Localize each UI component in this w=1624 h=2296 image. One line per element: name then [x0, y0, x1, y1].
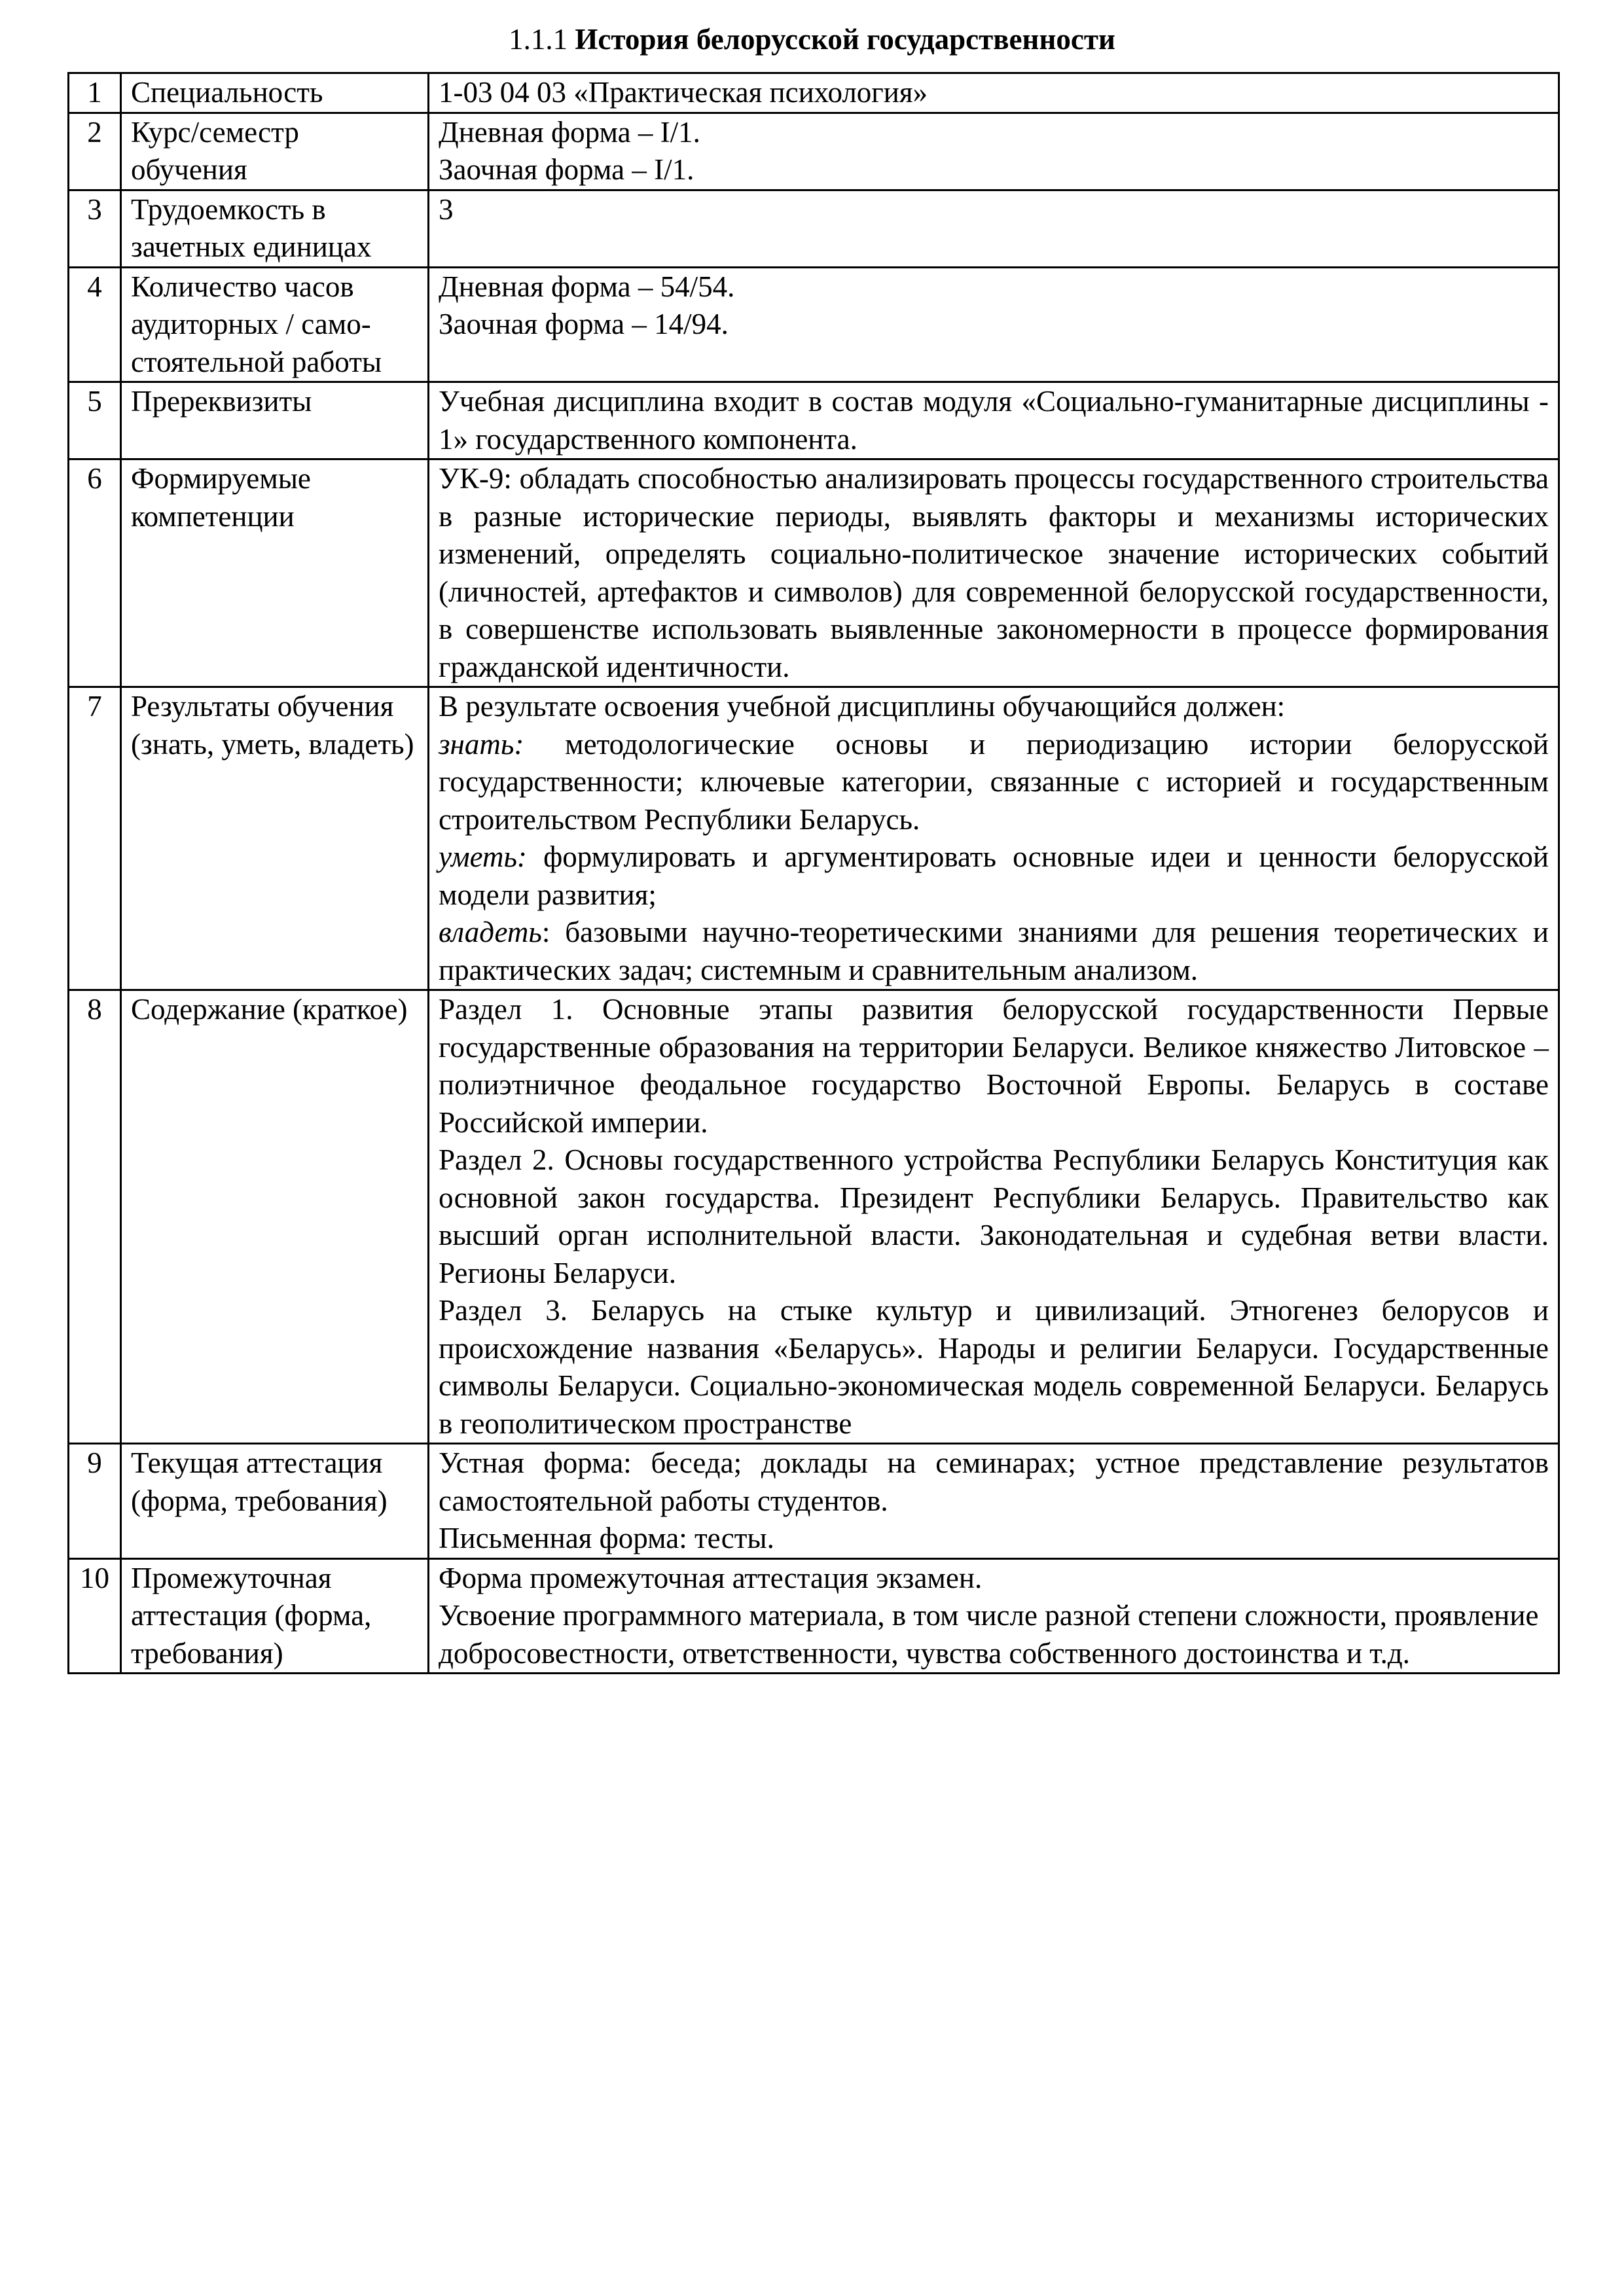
row-content [429, 1558, 1559, 1674]
outcome-term: владеть [439, 916, 542, 948]
outcome-can [439, 838, 1549, 914]
outcome-text: : базовыми научно-теоретическими знаниями для решения теоретических и практических задач; системным и сравнительным анализом. [439, 916, 1549, 986]
row-number: 1 [69, 73, 121, 113]
content-line: Усвоение программного материала, в том числе разной степени сложности, проявление добросовестности, ответственности, чувства собственного достоинства и т.д. [439, 1599, 1539, 1670]
row-label: Промежуточная аттестация (форма, требования) [121, 1558, 429, 1674]
row-content [429, 990, 1559, 1444]
content-line: Форма промежуточная аттестация экзамен. [439, 1561, 983, 1594]
table-row [69, 382, 1559, 459]
row-label: Формируемые компетенции [121, 459, 429, 687]
row-label: Текущая аттестация (форма, требования) [121, 1444, 429, 1559]
row-content [429, 190, 1559, 267]
row-content [429, 687, 1559, 990]
content-paragraph: Устная форма: беседа; доклады на семинарах; устное представление результатов самостоятельной работы студентов. [439, 1446, 1549, 1517]
row-content [429, 382, 1559, 459]
row-number: 8 [69, 990, 121, 1444]
row-label: Специальность [121, 73, 429, 113]
row-number: 3 [69, 190, 121, 267]
table-row [69, 113, 1559, 190]
table-row [69, 73, 1559, 113]
table-row [69, 687, 1559, 990]
content-line: Заочная форма – 14/94. [439, 308, 729, 340]
row-label: Курс/семестр обучения [121, 113, 429, 190]
document-title [0, 20, 1624, 59]
row-number: 6 [69, 459, 121, 687]
row-label: Пререквизиты [121, 382, 429, 459]
title-text: История белорусской государственности [575, 23, 1115, 56]
outcome-term: знать: [439, 727, 524, 761]
row-number: 9 [69, 1444, 121, 1559]
table-row [69, 1558, 1559, 1674]
row-content [429, 459, 1559, 687]
outcome-own [439, 914, 1549, 989]
outcome-know [439, 726, 1549, 839]
table-row [69, 459, 1559, 687]
row-label: Количество часов аудиторных / само-стоятельной работы [121, 267, 429, 382]
content-section: Раздел 3. Беларусь на стыке культур и цивилизаций. Этногенез белорусов и происхождение названия «Беларусь». Народы и религии Беларуси. Государственные символы Беларуси. Социально-экономическая модель современной Беларуси. Беларусь в геополитическом пространстве [439, 1294, 1549, 1440]
row-label: Трудоемкость в зачетных единицах [121, 190, 429, 267]
table-row [69, 990, 1559, 1444]
content-paragraph: Учебная дисциплина входит в состав модуля «Социально-гуманитарные дисциплины - 1» государственного компонента. [439, 385, 1549, 456]
content-line: 1-03 04 03 «Практическая психология» [439, 76, 928, 109]
content-line: Дневная форма – I/1. [439, 115, 700, 149]
row-label: Содержание (краткое) [121, 990, 429, 1444]
content-line: 3 [439, 192, 454, 226]
outcome-term: уметь: [439, 840, 527, 873]
row-content [429, 73, 1559, 113]
content-line: Заочная форма – I/1. [439, 153, 695, 186]
outcome-text: формулировать и аргументировать основные идеи и ценности белорусской модели развития; [439, 840, 1549, 911]
row-number: 7 [69, 687, 121, 990]
content-intro: В результате освоения учебной дисциплины обучающийся должен: [439, 690, 1286, 723]
row-number: 5 [69, 382, 121, 459]
title-number: 1.1.1 [509, 23, 568, 56]
outcome-text: методологические основы и периодизацию истории белорусской государственности; ключевые категории, связанные с историей и государственным строительством Республики Беларусь. [439, 727, 1549, 836]
table-row [69, 267, 1559, 382]
table-row [69, 1444, 1559, 1559]
row-number: 4 [69, 267, 121, 382]
content-paragraph: УК-9: обладать способностью анализировать процессы государственного строительства в разные исторические периоды, выявлять факторы и механизмы исторических изменений, определять социально-политическое значение исторических событий (личностей, артефактов и символов) для современной белорусской государственности, в совершенстве использовать выявленные закономерности в процессе формирования гражданской идентичности. [439, 462, 1549, 683]
row-label: Результаты обучения (знать, уметь, владеть) [121, 687, 429, 990]
row-content [429, 267, 1559, 382]
content-line: Письменная форма: тесты. [439, 1522, 774, 1554]
row-number: 2 [69, 113, 121, 190]
table-row [69, 190, 1559, 267]
content-section: Раздел 1. Основные этапы развития белорусской государственности Первые государственные образования на территории Беларуси. Великое княжество Литовское – полиэтничное феодальное государство Восточной Европы. Беларусь в составе Российской империи. [439, 993, 1549, 1139]
row-content [429, 1444, 1559, 1559]
content-section: Раздел 2. Основы государственного устройства Республики Беларусь Конституция как основной закон государства. Президент Республики Беларусь. Правительство как высший орган исполнительной власти. Законодательная и судебная ветви власти. Регионы Беларуси. [439, 1143, 1549, 1289]
row-number: 10 [69, 1558, 121, 1674]
row-content [429, 113, 1559, 190]
content-line: Дневная форма – 54/54. [439, 270, 735, 303]
course-info-table [67, 72, 1560, 1674]
